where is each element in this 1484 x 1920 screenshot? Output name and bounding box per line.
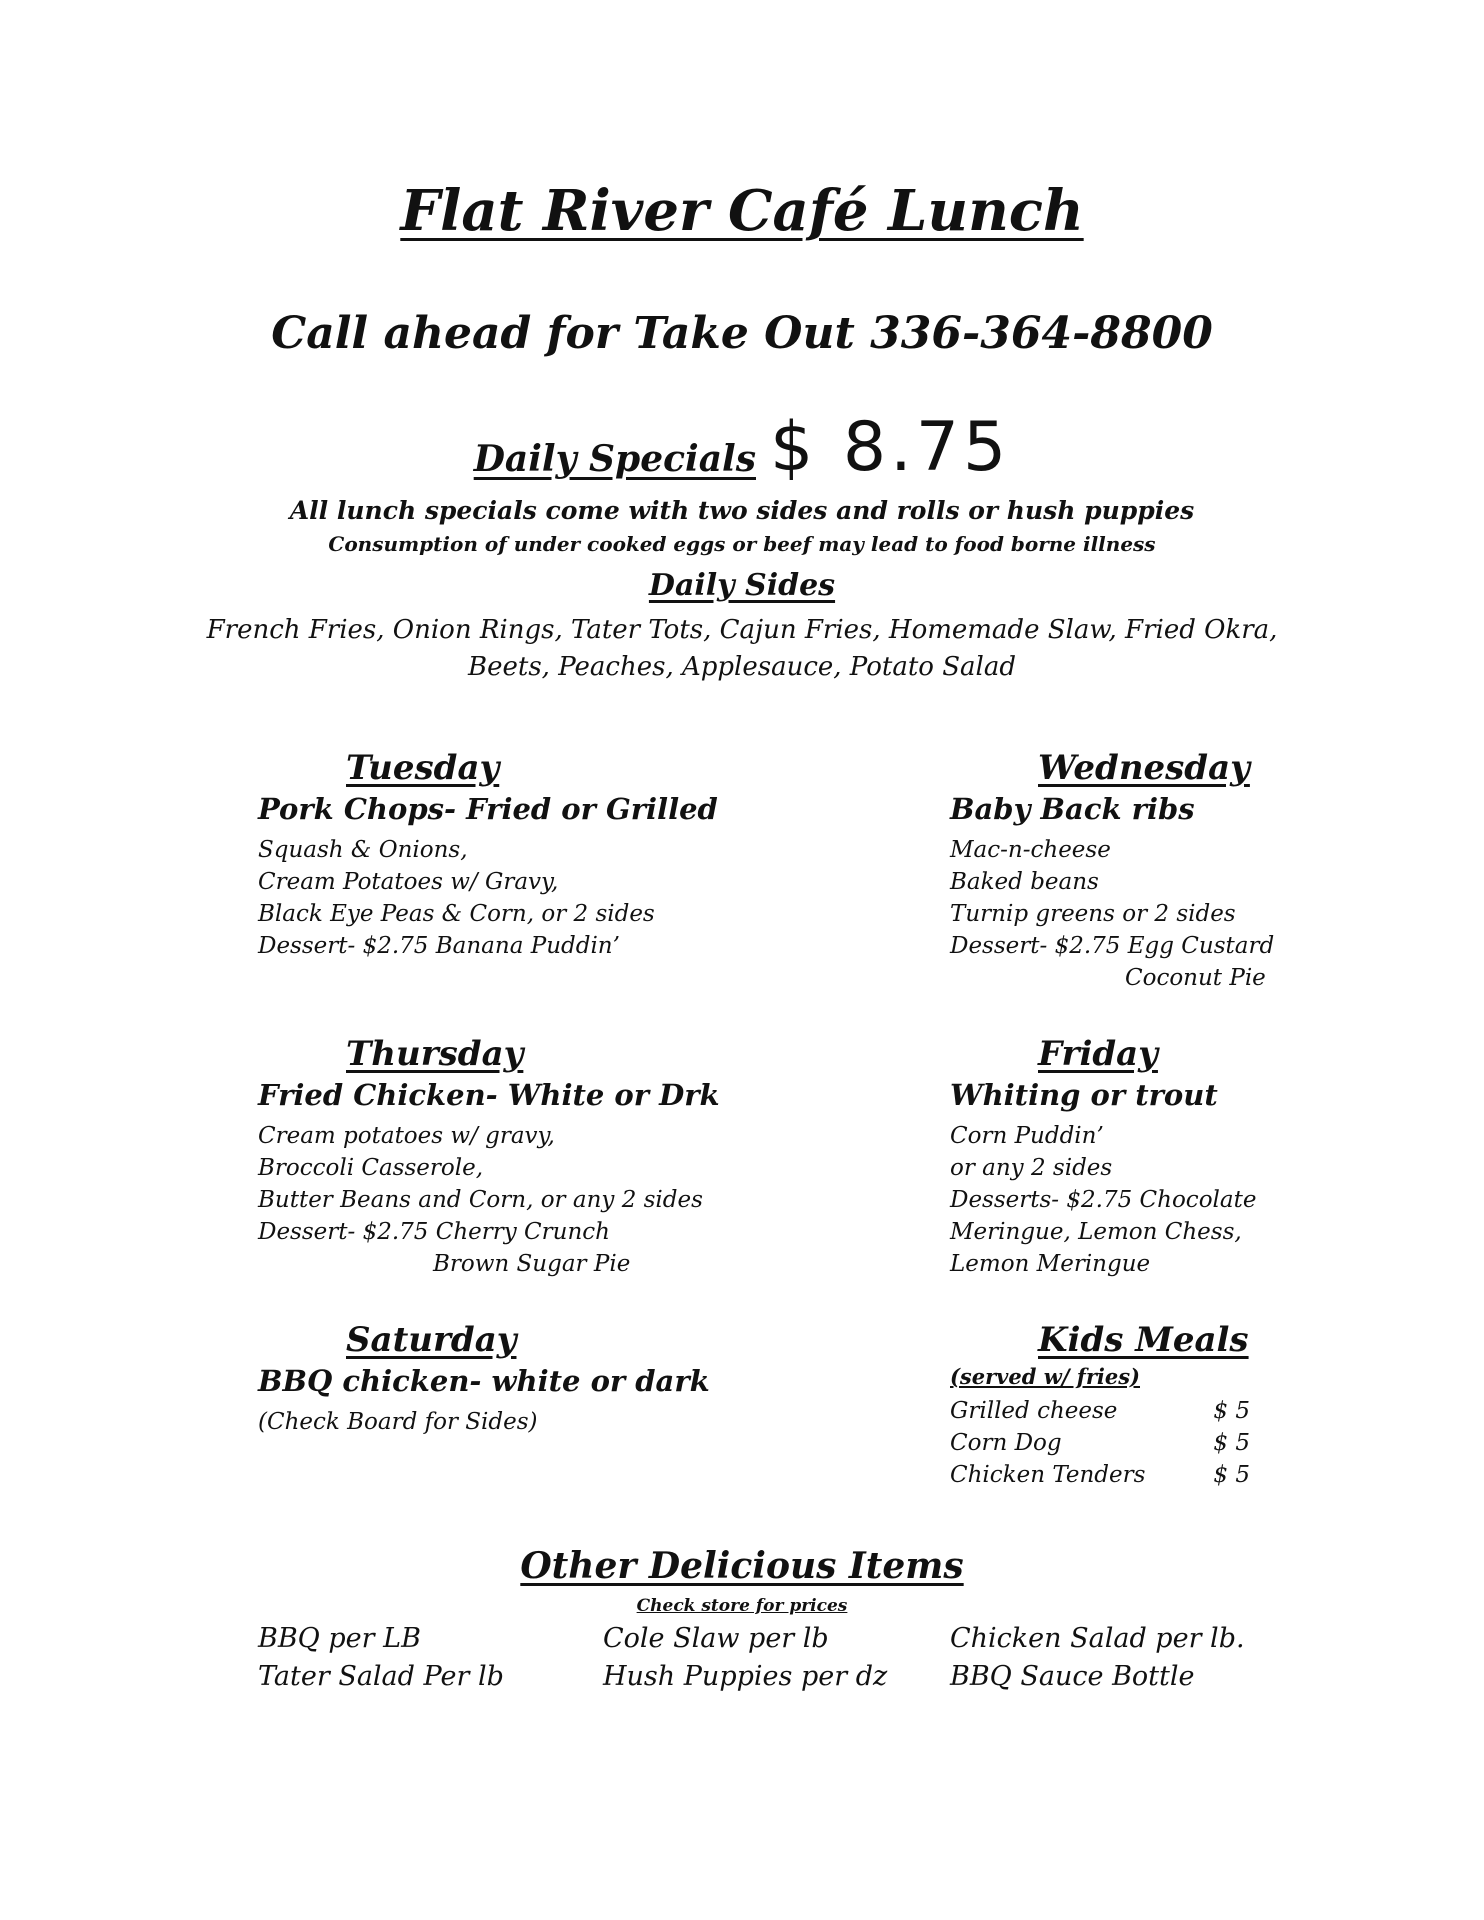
daily-sides-heading: Daily Sides [648, 568, 836, 603]
wednesday-block [950, 748, 1370, 994]
friday-dish: Whiting or trout [950, 1078, 1218, 1112]
menu-line: Desserts- $2.75 Chocolate [950, 1187, 1257, 1213]
kids-item-price: $ 5 [1213, 1462, 1250, 1488]
menu-title: Flat River Café Lunch [400, 178, 1084, 244]
menu-line: Dessert- $2.75 Egg Custard [950, 933, 1275, 959]
other-item: BBQ per LB [258, 1623, 421, 1654]
menu-line: Mac-n-cheese [950, 837, 1111, 863]
tuesday-heading: Tuesday [346, 748, 500, 788]
other-items-heading: Other Delicious Items [520, 1545, 964, 1587]
kids-meals-block [950, 1320, 1370, 1491]
health-warning: Consumption of under cooked eggs or beef may lead to food borne illness [328, 532, 1156, 556]
menu-line: or any 2 sides [950, 1155, 1113, 1181]
kids-item-price: $ 5 [1213, 1430, 1250, 1456]
menu-line: (Check Board for Sides) [258, 1409, 538, 1435]
thursday-block [258, 1034, 778, 1280]
wednesday-heading: Wednesday [1038, 748, 1250, 788]
thursday-dish: Fried Chicken- White or Drk [258, 1078, 720, 1112]
kids-item [950, 1459, 1250, 1491]
wednesday-dish: Baby Back ribs [950, 792, 1195, 826]
kids-meals-heading: Kids Meals [1038, 1320, 1249, 1360]
menu-line: Coconut Pie [1125, 965, 1266, 991]
menu-line: Squash & Onions, [258, 837, 468, 863]
specials-note: All lunch specials come with two sides and rolls or hush puppies [289, 496, 1195, 525]
saturday-dish: BBQ chicken- white or dark [258, 1364, 710, 1398]
saturday-block [258, 1320, 778, 1438]
kids-item-name: Corn Dog [950, 1430, 1062, 1456]
menu-line: Butter Beans and Corn, or any 2 sides [258, 1187, 703, 1213]
menu-line: Meringue, Lemon Chess, [950, 1219, 1242, 1245]
kids-item-price: $ 5 [1213, 1398, 1250, 1424]
tuesday-dish: Pork Chops- Fried or Grilled [258, 792, 718, 826]
daily-sides-list: French Fries, Onion Rings, Tater Tots, Cajun Fries, Homemade Slaw, Fried Okra, Beets, Peaches, Applesauce, Potato Salad [206, 615, 1278, 682]
other-item: Hush Puppies per dz [603, 1661, 888, 1692]
kids-item [950, 1427, 1250, 1459]
friday-heading: Friday [1038, 1034, 1158, 1074]
thursday-heading: Thursday [346, 1034, 524, 1074]
other-items-col-3 [950, 1620, 1280, 1696]
other-item: Cole Slaw per lb [603, 1623, 829, 1654]
menu-line: Dessert- $2.75 Banana Puddin’ [258, 933, 620, 959]
kids-meals-subheading: (served w/ fries) [950, 1364, 1140, 1389]
daily-specials-label: Daily Specials [473, 438, 756, 480]
daily-specials-row [0, 408, 1484, 488]
menu-line: Brown Sugar Pie [433, 1251, 631, 1277]
menu-line: Broccoli Casserole, [258, 1155, 484, 1181]
menu-line: Baked beans [950, 869, 1099, 895]
kids-item-name: Grilled cheese [950, 1398, 1118, 1424]
menu-line: Cream potatoes w/ gravy, [258, 1123, 555, 1149]
menu-line: Dessert- $2.75 Cherry Crunch [258, 1219, 610, 1245]
other-items-subheading: Check store for prices [636, 1596, 848, 1616]
daily-specials-price: $ 8.75 [770, 408, 1011, 487]
menu-line: Cream Potatoes w/ Gravy, [258, 869, 559, 895]
menu-line: Lemon Meringue [950, 1251, 1151, 1277]
menu-line: Black Eye Peas & Corn, or 2 sides [258, 901, 655, 927]
other-items-col-1 [258, 1620, 588, 1696]
menu-line: Corn Puddin’ [950, 1123, 1104, 1149]
saturday-heading: Saturday [346, 1320, 517, 1360]
kids-item [950, 1395, 1250, 1427]
friday-block [950, 1034, 1370, 1280]
other-item: Chicken Salad per lb. [950, 1623, 1245, 1654]
tuesday-block [258, 748, 778, 962]
call-ahead-phone: Call ahead for Take Out 336-364-8800 [271, 308, 1213, 359]
kids-item-name: Chicken Tenders [950, 1462, 1146, 1488]
other-item: BBQ Sauce Bottle [950, 1661, 1195, 1692]
other-item: Tater Salad Per lb [258, 1661, 504, 1692]
other-items-col-2 [603, 1620, 933, 1696]
menu-line: Turnip greens or 2 sides [950, 901, 1236, 927]
